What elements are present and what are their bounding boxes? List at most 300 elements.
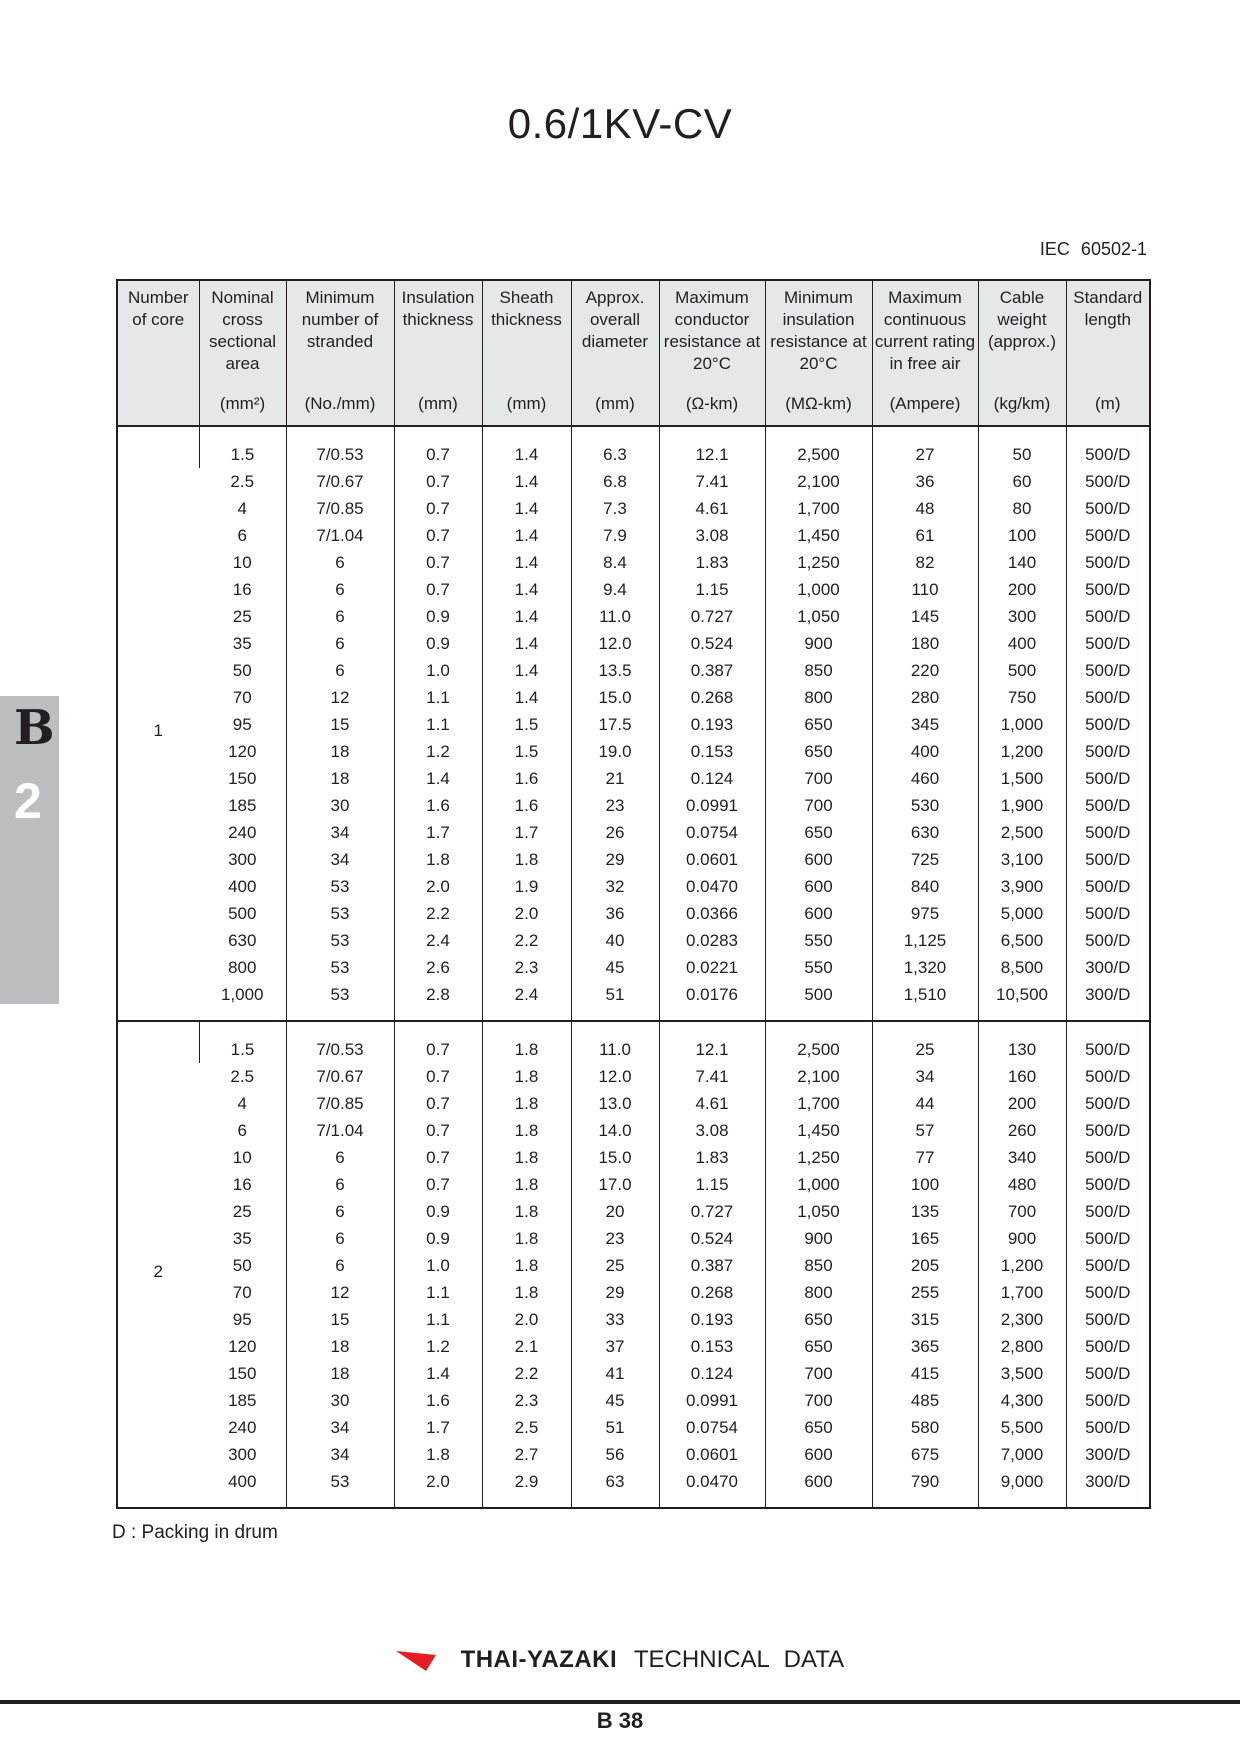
table-row <box>117 900 1150 927</box>
table-cell: 60 <box>978 468 1066 495</box>
table-row <box>117 792 1150 819</box>
table-cell: 7/0.67 <box>286 1063 394 1090</box>
table-cell: 365 <box>872 1333 978 1360</box>
column-header <box>765 280 872 426</box>
table-cell: 0.0221 <box>659 954 765 981</box>
table-cell: 600 <box>765 873 872 900</box>
table-cell: 8,500 <box>978 954 1066 981</box>
footer-rule <box>0 1700 1240 1704</box>
table-cell: 140 <box>978 549 1066 576</box>
table-row <box>117 603 1150 630</box>
table-cell: 4.61 <box>659 1090 765 1117</box>
table-cell: 240 <box>228 823 257 842</box>
table-cell: 4,300 <box>978 1387 1066 1414</box>
table-cell: 0.524 <box>659 1225 765 1252</box>
table-cell: 1.8 <box>482 1144 571 1171</box>
table-cell: 1.1 <box>394 711 482 738</box>
table-cell: 400 <box>228 877 257 896</box>
table-cell: 2.5 <box>230 1067 255 1086</box>
table-cell: 1.6 <box>482 765 571 792</box>
table-cell: 0.0283 <box>659 927 765 954</box>
column-header <box>978 280 1066 426</box>
table-cell: 500/D <box>1066 1252 1150 1279</box>
table-cell: 25 <box>872 1021 978 1063</box>
table-cell: 8.4 <box>571 549 659 576</box>
table-cell: 500/D <box>1066 1333 1150 1360</box>
table-cell: 2.2 <box>394 900 482 927</box>
table-cell: 7/1.04 <box>286 1117 394 1144</box>
table-cell: 800 <box>765 1279 872 1306</box>
table-cell: 0.7 <box>394 576 482 603</box>
table-row <box>117 684 1150 711</box>
table-cell: 7.41 <box>659 1063 765 1090</box>
table-cell: 800 <box>765 684 872 711</box>
table-cell: 29 <box>571 846 659 873</box>
table-cell: 6 <box>237 1121 247 1140</box>
table-cell: 1.4 <box>482 684 571 711</box>
table-cell: 255 <box>872 1279 978 1306</box>
table-cell: 15 <box>286 1306 394 1333</box>
table-cell: 1.8 <box>394 1441 482 1468</box>
table-cell: 315 <box>872 1306 978 1333</box>
table-cell: 530 <box>872 792 978 819</box>
table-cell: 1.8 <box>482 1225 571 1252</box>
table-cell: 1.4 <box>394 1360 482 1387</box>
table-cell: 2,500 <box>765 1021 872 1063</box>
table-cell: 185 <box>228 1391 257 1410</box>
column-header-unit: (mm) <box>506 394 547 413</box>
column-header <box>482 280 571 426</box>
table-cell: 345 <box>872 711 978 738</box>
table-cell: 1,700 <box>978 1279 1066 1306</box>
table-cell: 1.2 <box>394 1333 482 1360</box>
column-header <box>659 280 765 426</box>
table-cell: 0.524 <box>659 630 765 657</box>
table-cell: 0.7 <box>394 468 482 495</box>
table-cell: 0.0601 <box>659 1441 765 1468</box>
table-cell: 0.0991 <box>659 1387 765 1414</box>
table-cell: 1.8 <box>482 1021 571 1063</box>
table-cell: 600 <box>765 846 872 873</box>
table-cell: 7/0.53 <box>286 1021 394 1063</box>
table-cell: 500/D <box>1066 927 1150 954</box>
column-header <box>872 280 978 426</box>
table-cell: 7.9 <box>571 522 659 549</box>
section-tab-letter: B <box>14 700 55 756</box>
table-cell: 53 <box>286 927 394 954</box>
table-cell: 15.0 <box>571 684 659 711</box>
table-cell: 7/0.67 <box>286 468 394 495</box>
table-cell: 53 <box>286 954 394 981</box>
table-cell: 6,500 <box>978 927 1066 954</box>
footer-label: TECHNICAL DATA <box>633 1646 845 1673</box>
table-cell: 0.387 <box>659 657 765 684</box>
table-cell: 0.7 <box>394 1063 482 1090</box>
table-cell: 220 <box>872 657 978 684</box>
table-cell: 675 <box>872 1441 978 1468</box>
table-cell: 5,500 <box>978 1414 1066 1441</box>
table-cell: 500/D <box>1066 1090 1150 1117</box>
table-cell: 500/D <box>1066 1198 1150 1225</box>
table-cell: 240 <box>228 1418 257 1437</box>
table-cell: 1.5 <box>482 738 571 765</box>
column-header-unit: (No./mm) <box>304 394 376 413</box>
table-cell: 3,900 <box>978 873 1066 900</box>
table-cell: 9,000 <box>978 1468 1066 1508</box>
table-cell: 1,450 <box>765 1117 872 1144</box>
table-cell: 2.1 <box>482 1333 571 1360</box>
table-cell: 160 <box>978 1063 1066 1090</box>
table-cell: 340 <box>978 1144 1066 1171</box>
table-cell: 1.8 <box>482 1090 571 1117</box>
brand-name: THAI-YAZAKI <box>460 1646 618 1673</box>
table-cell: 1.4 <box>482 468 571 495</box>
table-row <box>117 1063 1150 1090</box>
table-cell: 0.727 <box>659 1198 765 1225</box>
table-cell: 1.6 <box>394 792 482 819</box>
table-cell: 1.8 <box>482 1063 571 1090</box>
table-cell: 63 <box>571 1468 659 1508</box>
table-cell: 35 <box>232 634 252 653</box>
table-cell: 750 <box>978 684 1066 711</box>
column-header-label: Insulation thickness <box>401 288 475 329</box>
table-cell: 1.4 <box>482 549 571 576</box>
table-cell: 13.0 <box>571 1090 659 1117</box>
table-cell: 650 <box>765 711 872 738</box>
table-row <box>117 576 1150 603</box>
table-cell: 0.7 <box>394 522 482 549</box>
table-cell: 500/D <box>1066 738 1150 765</box>
table-cell: 2.7 <box>482 1441 571 1468</box>
table-cell: 57 <box>872 1117 978 1144</box>
table-cell: 2.3 <box>482 1387 571 1414</box>
table-cell: 200 <box>978 576 1066 603</box>
table-cell: 25 <box>232 1202 252 1221</box>
table-cell: 580 <box>872 1414 978 1441</box>
table-cell: 700 <box>978 1198 1066 1225</box>
table-cell: 11.0 <box>571 603 659 630</box>
table-cell: 185 <box>228 796 257 815</box>
table-cell: 500/D <box>1066 1306 1150 1333</box>
table-cell: 700 <box>765 765 872 792</box>
table-cell: 34 <box>872 1063 978 1090</box>
table-cell: 25 <box>571 1252 659 1279</box>
table-cell: 1.8 <box>482 1117 571 1144</box>
table-cell: 100 <box>978 522 1066 549</box>
table-cell: 6 <box>286 1171 394 1198</box>
table-cell: 12 <box>286 1279 394 1306</box>
table-cell: 44 <box>872 1090 978 1117</box>
table-cell: 34 <box>286 1441 394 1468</box>
table-cell: 51 <box>571 1414 659 1441</box>
table-cell: 0.268 <box>659 684 765 711</box>
table-row <box>117 1171 1150 1198</box>
table-cell: 1.4 <box>482 522 571 549</box>
table-cell: 650 <box>765 1333 872 1360</box>
table-cell: 10,500 <box>978 981 1066 1021</box>
table-cell: 975 <box>872 900 978 927</box>
table-cell: 500 <box>228 904 257 923</box>
table-cell: 850 <box>765 1252 872 1279</box>
table-cell: 20 <box>571 1198 659 1225</box>
table-cell: 1.4 <box>482 495 571 522</box>
table-row <box>117 819 1150 846</box>
table-cell: 1.6 <box>482 792 571 819</box>
table-row <box>117 1225 1150 1252</box>
table-cell: 900 <box>765 630 872 657</box>
table-cell: 300 <box>228 850 257 869</box>
table-cell: 2.5 <box>482 1414 571 1441</box>
table-cell: 2,500 <box>978 819 1066 846</box>
table-cell: 900 <box>765 1225 872 1252</box>
table-row <box>117 1198 1150 1225</box>
table-cell: 280 <box>872 684 978 711</box>
table-cell: 6 <box>286 603 394 630</box>
table-cell: 2.5 <box>230 472 255 491</box>
table-cell: 29 <box>571 1279 659 1306</box>
table-cell: 26 <box>571 819 659 846</box>
table-cell: 95 <box>232 1310 252 1329</box>
table-cell: 500/D <box>1066 1225 1150 1252</box>
table-cell: 500/D <box>1066 549 1150 576</box>
table-cell: 150 <box>228 769 257 788</box>
table-cell: 500/D <box>1066 684 1150 711</box>
table-row <box>117 1117 1150 1144</box>
table-cell: 7.41 <box>659 468 765 495</box>
table-cell: 0.9 <box>394 630 482 657</box>
table-row <box>117 1441 1150 1468</box>
table-row <box>117 1021 1150 1063</box>
table-cell: 1.8 <box>482 1252 571 1279</box>
table-cell: 150 <box>228 1364 257 1383</box>
table-cell: 7/0.85 <box>286 495 394 522</box>
table-cell: 0.0754 <box>659 1414 765 1441</box>
table-cell: 500/D <box>1066 630 1150 657</box>
table-cell: 0.153 <box>659 1333 765 1360</box>
column-header-label: Cable weight (approx.) <box>987 288 1057 351</box>
table-cell: 7.3 <box>571 495 659 522</box>
table-cell: 700 <box>765 1387 872 1414</box>
table-row <box>117 1360 1150 1387</box>
table-cell: 300/D <box>1066 1441 1150 1468</box>
column-header-unit: (kg/km) <box>993 394 1051 413</box>
table-row <box>117 927 1150 954</box>
column-header-label: Maximum continuous current rating in free air <box>874 288 976 373</box>
table-cell: 53 <box>286 900 394 927</box>
table-cell: 50 <box>232 661 252 680</box>
table-cell: 10 <box>232 1148 252 1167</box>
table-row <box>117 738 1150 765</box>
table-cell: 70 <box>232 1283 252 1302</box>
table-row <box>117 1144 1150 1171</box>
table-cell: 0.7 <box>394 549 482 576</box>
table-cell: 6 <box>286 1198 394 1225</box>
table-cell: 0.387 <box>659 1252 765 1279</box>
column-header <box>1066 280 1150 426</box>
table-cell: 7/0.85 <box>286 1090 394 1117</box>
table-cell: 300/D <box>1066 981 1150 1021</box>
table-cell: 1.4 <box>394 765 482 792</box>
table-cell: 1,700 <box>765 1090 872 1117</box>
table-cell: 700 <box>765 1360 872 1387</box>
column-header-label: Sheath thickness <box>491 288 562 329</box>
table-cell: 650 <box>765 1306 872 1333</box>
table-cell: 650 <box>765 738 872 765</box>
table-cell: 13.5 <box>571 657 659 684</box>
table-cell: 19.0 <box>571 738 659 765</box>
table-cell: 32 <box>571 873 659 900</box>
table-cell: 630 <box>228 931 257 950</box>
table-cell: 6 <box>286 576 394 603</box>
table-cell: 30 <box>286 792 394 819</box>
table-cell: 1,000 <box>220 985 264 1004</box>
table-cell: 1.5 <box>199 426 286 468</box>
table-cell: 4 <box>237 1094 247 1113</box>
table-cell: 600 <box>765 1441 872 1468</box>
table-cell: 500/D <box>1066 495 1150 522</box>
column-header-label: Maximum conductor resistance at 20°C <box>663 288 761 373</box>
table-cell: 34 <box>286 1414 394 1441</box>
core-count-cell: 2 <box>153 1262 163 1281</box>
table-cell: 7,000 <box>978 1441 1066 1468</box>
table-cell: 120 <box>228 742 257 761</box>
table-cell: 1.8 <box>482 1198 571 1225</box>
core-count-cell: 1 <box>153 721 163 740</box>
core-group <box>117 426 1150 1021</box>
table-cell: 45 <box>571 1387 659 1414</box>
table-cell: 1.8 <box>482 1279 571 1306</box>
table-cell: 0.153 <box>659 738 765 765</box>
table-cell: 0.7 <box>394 495 482 522</box>
table-cell: 0.7 <box>394 1090 482 1117</box>
table-cell: 260 <box>978 1117 1066 1144</box>
table-cell: 1,700 <box>765 495 872 522</box>
table-cell: 500/D <box>1066 819 1150 846</box>
table-cell: 1,320 <box>872 954 978 981</box>
table-cell: 18 <box>286 765 394 792</box>
table-row <box>117 1279 1150 1306</box>
table-cell: 550 <box>765 954 872 981</box>
table-cell: 1.7 <box>394 819 482 846</box>
column-header <box>571 280 659 426</box>
table-cell: 400 <box>228 1472 257 1491</box>
footer-brand <box>0 1646 1240 1674</box>
table-cell: 0.7 <box>394 1021 482 1063</box>
table-cell: 800 <box>228 958 257 977</box>
column-header-unit: (MΩ-km) <box>785 394 852 413</box>
column-header-label: Minimum insulation resistance at 20°C <box>770 288 867 373</box>
table-row <box>117 522 1150 549</box>
table-cell: 0.7 <box>394 1144 482 1171</box>
column-header-label: Standard length <box>1073 288 1143 329</box>
table-cell: 1,500 <box>978 765 1066 792</box>
table-cell: 6 <box>286 549 394 576</box>
table-cell: 1.9 <box>482 873 571 900</box>
table-cell: 1,000 <box>765 1171 872 1198</box>
table-cell: 200 <box>978 1090 1066 1117</box>
table-cell: 500/D <box>1066 1021 1150 1063</box>
table-cell: 36 <box>872 468 978 495</box>
table-cell: 1.8 <box>394 846 482 873</box>
table-row <box>117 765 1150 792</box>
column-header-unit: (Ampere) <box>889 394 961 413</box>
table-cell: 6 <box>286 1144 394 1171</box>
table-row <box>117 1090 1150 1117</box>
table-cell: 40 <box>571 927 659 954</box>
table-cell: 1.0 <box>394 1252 482 1279</box>
column-header <box>117 280 199 426</box>
table-cell: 77 <box>872 1144 978 1171</box>
table-cell: 500/D <box>1066 657 1150 684</box>
table-cell: 15 <box>286 711 394 738</box>
table-row <box>117 981 1150 1021</box>
table-cell: 500 <box>765 981 872 1021</box>
table-cell: 500 <box>978 657 1066 684</box>
table-cell: 1,450 <box>765 522 872 549</box>
table-cell: 500/D <box>1066 873 1150 900</box>
standard-reference: IEC 60502-1 <box>1039 239 1147 259</box>
table-cell: 2.3 <box>482 954 571 981</box>
section-tab <box>0 696 59 1004</box>
table-cell: 6.3 <box>571 426 659 468</box>
table-cell: 1.2 <box>394 738 482 765</box>
column-header <box>394 280 482 426</box>
table-cell: 130 <box>978 1021 1066 1063</box>
table-row <box>117 1468 1150 1508</box>
table-cell: 21 <box>571 765 659 792</box>
table-cell: 6.8 <box>571 468 659 495</box>
table-cell: 500/D <box>1066 711 1150 738</box>
table-cell: 23 <box>571 1225 659 1252</box>
table-row <box>117 1333 1150 1360</box>
column-header-unit: (mm²) <box>219 394 266 413</box>
table-cell: 500/D <box>1066 468 1150 495</box>
table-cell: 17.0 <box>571 1171 659 1198</box>
table-cell: 10 <box>232 553 252 572</box>
table-cell: 0.0754 <box>659 819 765 846</box>
table-cell: 17.5 <box>571 711 659 738</box>
table-cell: 2.4 <box>482 981 571 1021</box>
table-cell: 2,100 <box>765 1063 872 1090</box>
table-cell: 3,100 <box>978 846 1066 873</box>
table-row <box>117 1387 1150 1414</box>
table-cell: 9.4 <box>571 576 659 603</box>
table-cell: 0.7 <box>394 1117 482 1144</box>
table-cell: 0.124 <box>659 765 765 792</box>
table-cell: 1.5 <box>199 1021 286 1063</box>
table-cell: 600 <box>765 900 872 927</box>
table-cell: 50 <box>978 426 1066 468</box>
table-cell: 400 <box>872 738 978 765</box>
table-cell: 500/D <box>1066 1387 1150 1414</box>
table-row <box>117 630 1150 657</box>
table-cell: 500/D <box>1066 900 1150 927</box>
table-cell: 500/D <box>1066 1117 1150 1144</box>
table-cell: 1,200 <box>978 1252 1066 1279</box>
table-cell: 12 <box>286 684 394 711</box>
table-cell: 300/D <box>1066 954 1150 981</box>
table-cell: 35 <box>232 1229 252 1248</box>
table-cell: 2.2 <box>482 1360 571 1387</box>
table-cell: 500/D <box>1066 426 1150 468</box>
table-cell: 12.0 <box>571 630 659 657</box>
column-header-label: Number of core <box>128 288 189 329</box>
table-cell: 1.15 <box>659 1171 765 1198</box>
table-cell: 45 <box>571 954 659 981</box>
table-cell: 180 <box>872 630 978 657</box>
core-group <box>117 1021 1150 1508</box>
table-cell: 600 <box>765 1468 872 1508</box>
